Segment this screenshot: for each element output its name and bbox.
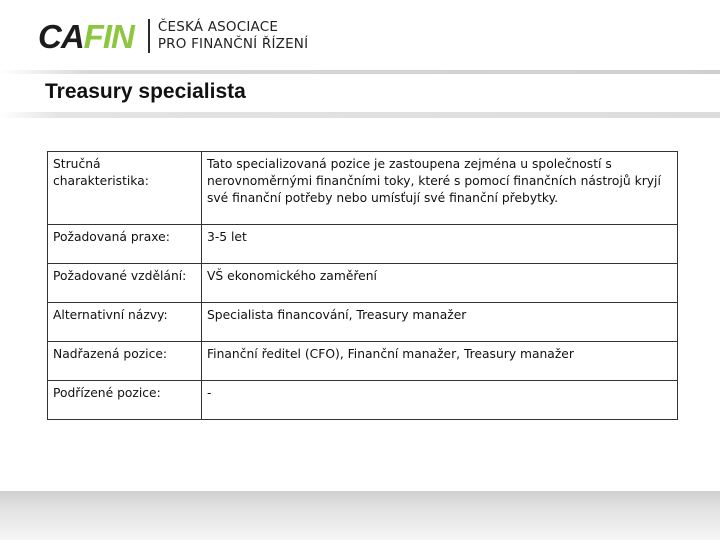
row-value: Specialista financování, Treasury manažer [202, 303, 678, 342]
table-row [48, 225, 678, 264]
row-label: Podřízené pozice: [48, 381, 202, 420]
page-title: Treasury specialista [45, 80, 246, 103]
logo-org-name [158, 19, 308, 53]
footer-bar [0, 491, 720, 540]
cafin-logo [38, 18, 308, 54]
logo-separator [148, 19, 150, 53]
row-value: 3-5 let [202, 225, 678, 264]
row-label: Požadovaná praxe: [48, 225, 202, 264]
logo-org-line2: PRO FINANČNÍ ŘÍZENÍ [157, 36, 309, 52]
table-row [48, 342, 678, 381]
row-label: Nadřazená pozice: [48, 342, 202, 381]
position-info-table [47, 151, 678, 420]
header-divider-bar [0, 70, 720, 74]
table-row [48, 303, 678, 342]
row-value: VŠ ekonomického zaměření [202, 264, 678, 303]
table-row [48, 381, 678, 420]
row-value: Tato specializovaná pozice je zastoupena zejména u společností s nerovnoměrnými finančními toky, které s pomocí finančních nástrojů kryjí své finanční potřeby nebo umísťují své finanční přebytky. [202, 152, 678, 225]
logo-mark-fin: FIN [83, 17, 134, 55]
title-underline-bar [0, 112, 720, 118]
logo-org-line1: ČESKÁ ASOCIACE [157, 19, 279, 35]
table-row [48, 152, 678, 225]
logo-mark [38, 17, 134, 55]
row-label: Alternativní názvy: [48, 303, 202, 342]
row-value: Finanční ředitel (CFO), Finanční manažer, Treasury manažer [202, 342, 678, 381]
table-row [48, 264, 678, 303]
logo-mark-ca: CA [38, 17, 84, 55]
row-label: Stručná charakteristika: [48, 152, 202, 225]
row-label: Požadované vzdělání: [48, 264, 202, 303]
row-value: - [202, 381, 678, 420]
